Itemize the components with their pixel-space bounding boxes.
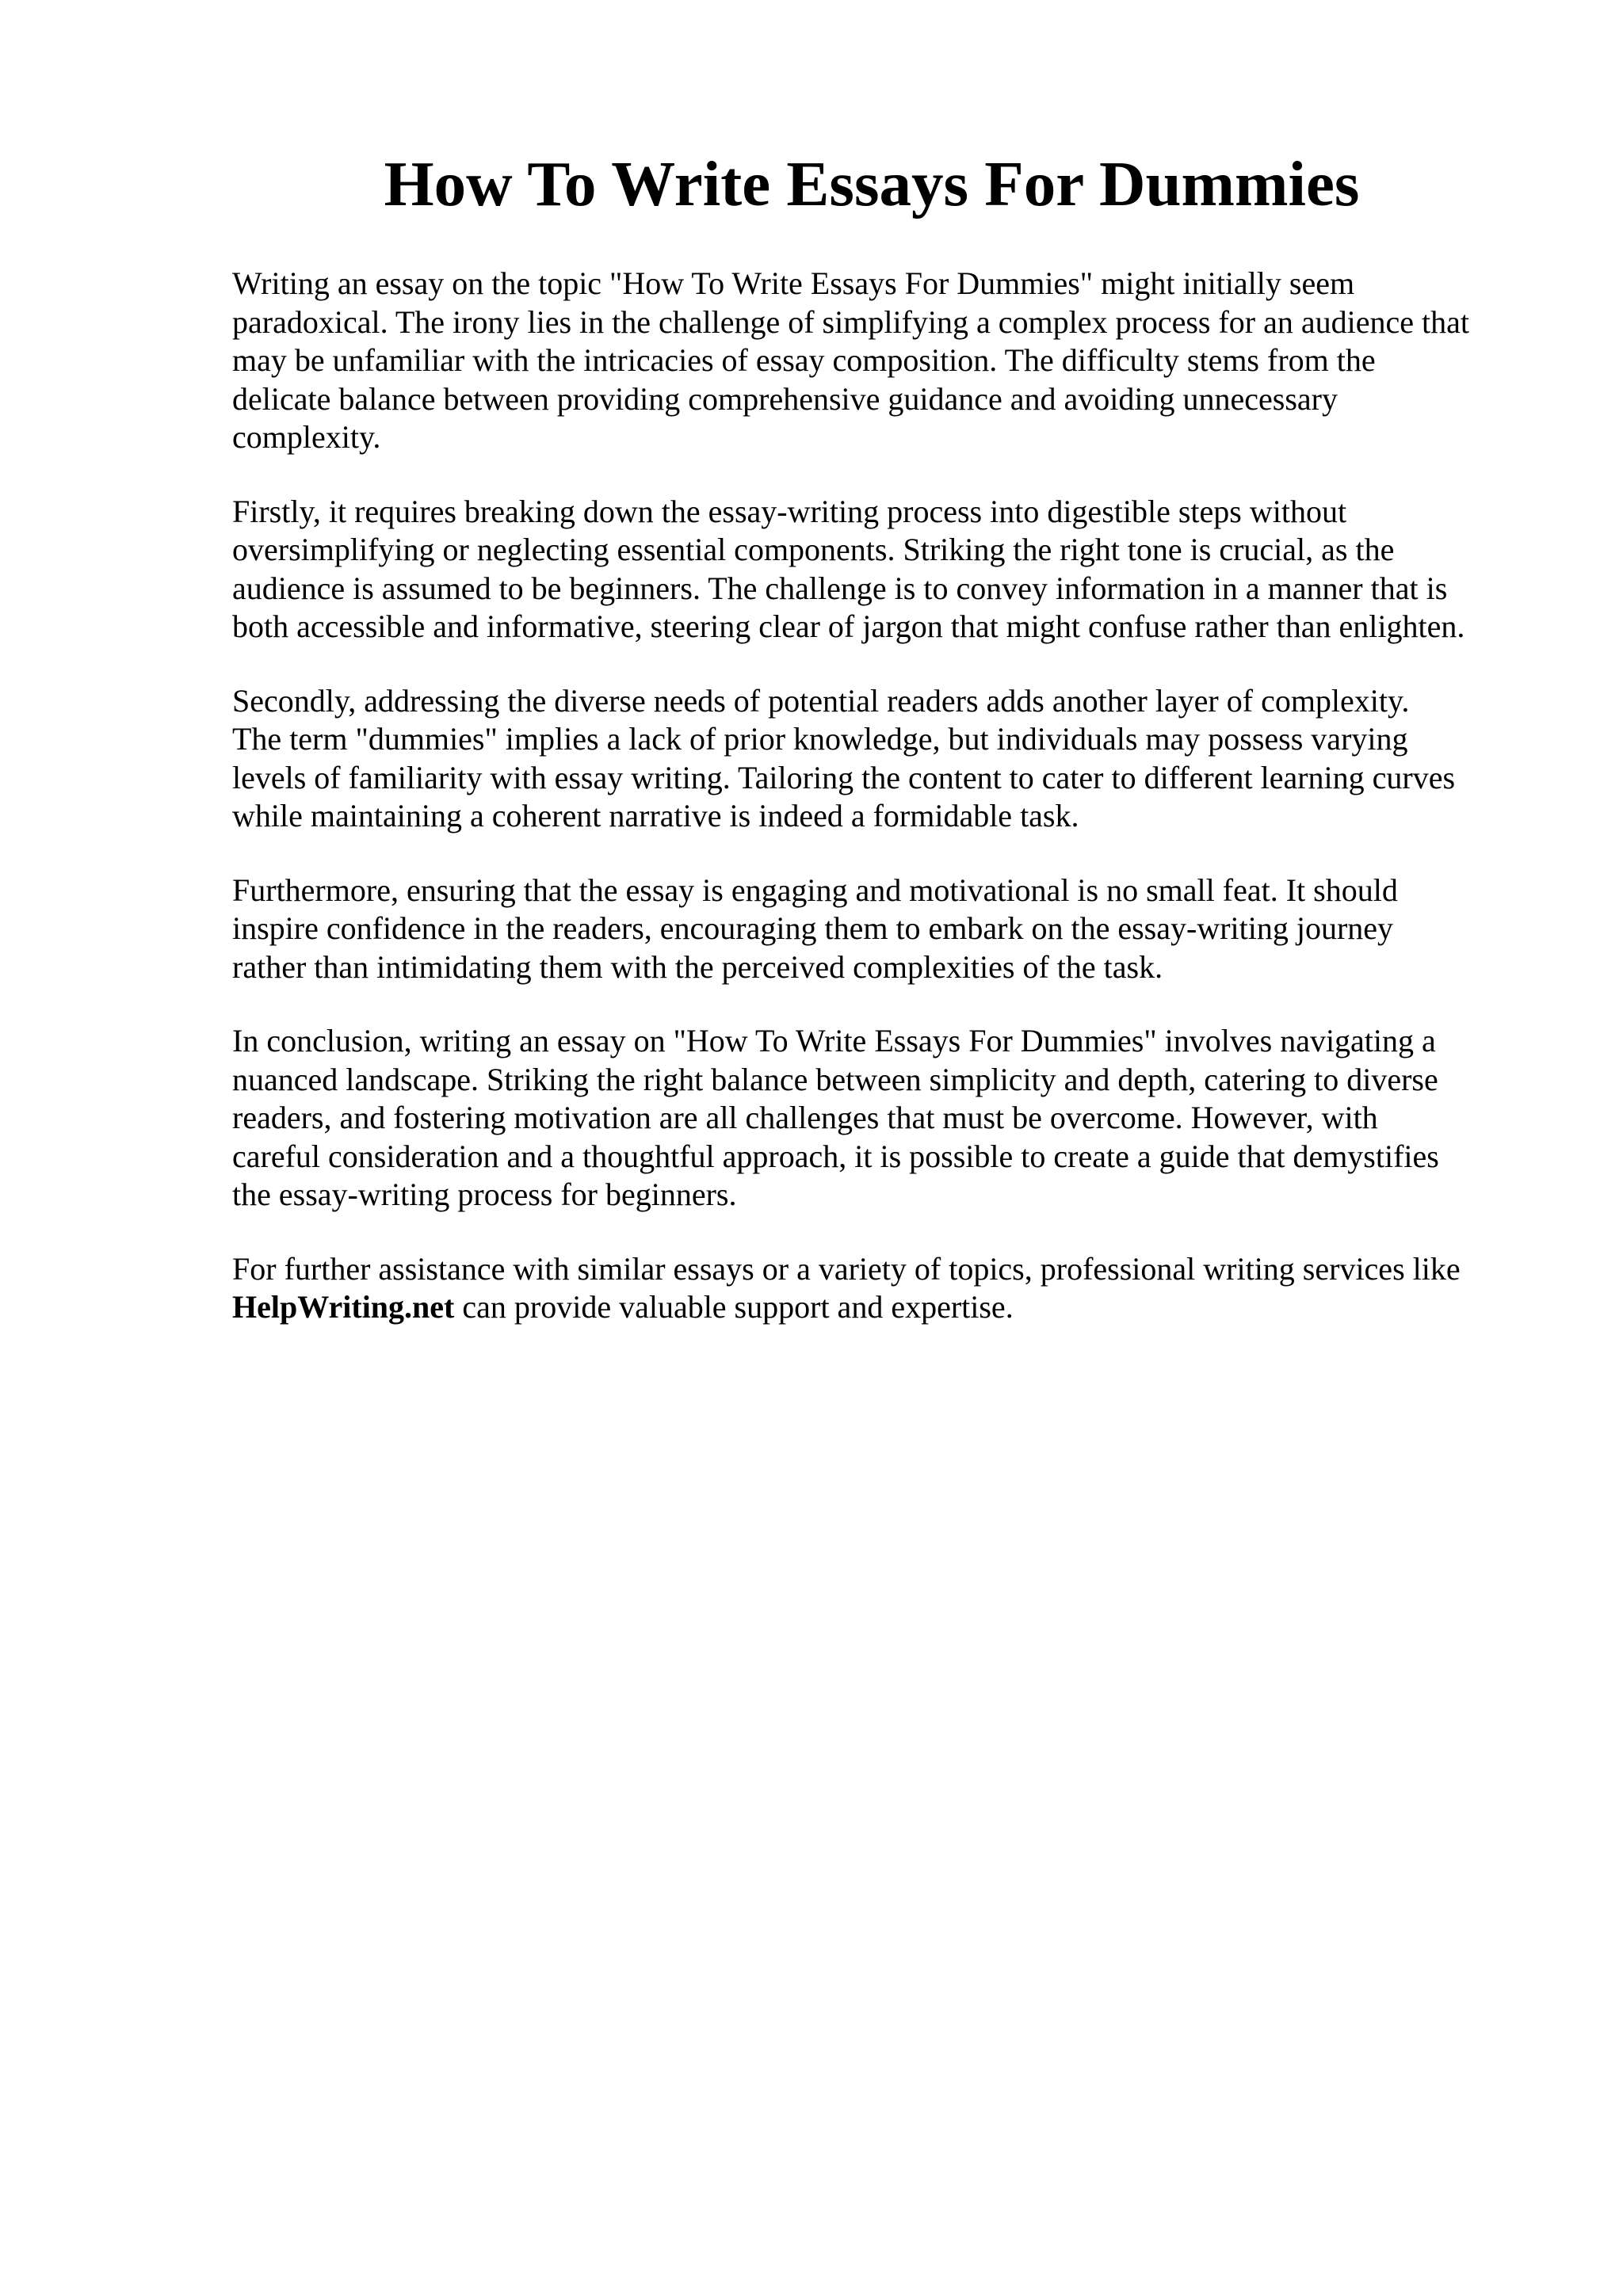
paragraph-line: The term "dummies" implies a lack of prior knowledge, but individuals may possess varying <box>232 721 1408 757</box>
paragraph-line: the essay-writing process for beginners. <box>232 1177 737 1212</box>
paragraph-line: Writing an essay on the topic "How To Write Essays For Dummies" might initially seem <box>232 265 1355 301</box>
paragraph-line: while maintaining a coherent narrative is indeed a formidable task. <box>232 798 1079 833</box>
paragraph-line: inspire confidence in the readers, encouraging them to embark on the essay-writing journey <box>232 910 1394 946</box>
paragraph-line: nuanced landscape. Striking the right balance between simplicity and depth, catering to diverse <box>232 1061 1438 1097</box>
paragraph-closing <box>232 1250 1532 1327</box>
paragraph-secondly <box>232 682 1532 836</box>
brand-name: HelpWriting.net <box>232 1289 455 1325</box>
paragraph-line: Secondly, addressing the diverse needs of potential readers adds another layer of complexity. <box>232 682 1410 719</box>
paragraph-line: readers, and fostering motivation are all challenges that must be overcome. However, with <box>232 1100 1378 1135</box>
paragraph-line: In conclusion, writing an essay on "How To Write Essays For Dummies" involves navigating a <box>232 1023 1436 1058</box>
paragraph-line <box>232 1288 1532 1327</box>
paragraph-line: audience is assumed to be beginners. The challenge is to convey information in a manner that is <box>232 570 1448 606</box>
document-title: How To Write Essays For Dummies <box>384 148 1360 219</box>
paragraph-line: Firstly, it requires breaking down the essay-writing process into digestible steps without <box>232 493 1347 529</box>
closing-text: can provide valuable support and expertise. <box>454 1289 1014 1325</box>
paragraph-line: oversimplifying or neglecting essential components. Striking the right tone is crucial, as the <box>232 532 1395 567</box>
paragraph-line: levels of familiarity with essay writing. Tailoring the content to cater to different learning curves <box>232 759 1456 795</box>
paragraph-line: rather than intimidating them with the perceived complexities of the task. <box>232 948 1163 985</box>
paragraph-line: paradoxical. The irony lies in the challenge of simplifying a complex process for an audience that <box>232 303 1469 340</box>
paragraph-line: may be unfamiliar with the intricacies of essay composition. The difficulty stems from the <box>232 342 1376 378</box>
paragraph-line: Furthermore, ensuring that the essay is engaging and motivational is no small feat. It should <box>232 871 1398 908</box>
paragraph-line: careful consideration and a thoughtful approach, it is possible to create a guide that demystifies <box>232 1138 1439 1174</box>
paragraph-line: delicate balance between providing comprehensive guidance and avoiding unnecessary <box>232 380 1338 417</box>
paragraph-furthermore <box>232 871 1532 987</box>
paragraph-intro <box>232 265 1532 457</box>
document-body <box>232 265 1532 1363</box>
paragraph-line: complexity. <box>232 419 381 455</box>
paragraph-line: For further assistance with similar essays or a variety of topics, professional writing services like <box>232 1250 1461 1287</box>
paragraph-conclusion <box>232 1022 1532 1215</box>
paragraph-firstly <box>232 493 1532 646</box>
paragraph-line: both accessible and informative, steering clear of jargon that might confuse rather than enlighten. <box>232 608 1465 644</box>
